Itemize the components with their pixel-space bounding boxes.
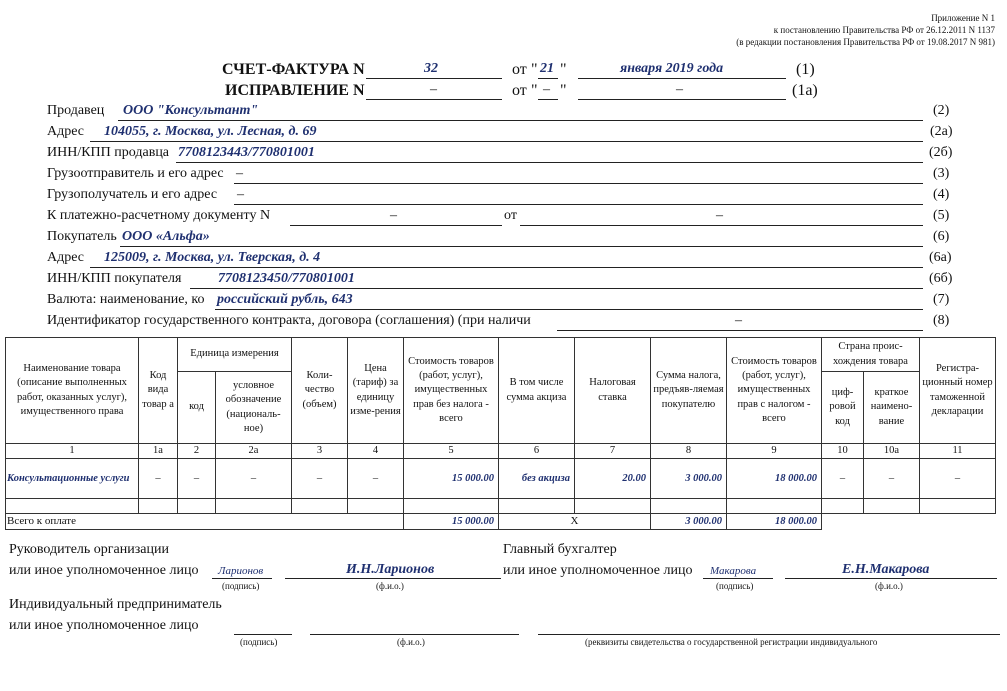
row-unit-symbol: – — [216, 459, 292, 499]
consignor-code: (3) — [933, 166, 950, 181]
row-customs: – — [920, 459, 996, 499]
buyer-address-code: (6а) — [929, 250, 952, 265]
buyer-value: ООО «Альфа» — [122, 229, 210, 244]
correction-month-year: – — [676, 82, 683, 97]
consignor-value: – — [236, 166, 243, 181]
col-number: 10 — [822, 444, 864, 459]
head-name-caption: (ф.и.о.) — [376, 581, 404, 591]
seller-code: (2) — [933, 103, 950, 118]
header-tax-amount: Сумма налога, предъяв-ляемая покупателю — [651, 338, 727, 444]
payment-doc-value: – — [390, 208, 397, 223]
payment-doc-code: (5) — [933, 208, 950, 223]
row-kind-code: – — [139, 459, 178, 499]
invoice-day: 21 — [540, 61, 554, 76]
col-number: 10а — [864, 444, 920, 459]
head-signature: Ларионов — [218, 565, 264, 577]
row-price: – — [348, 459, 404, 499]
buyer-inn-label: ИНН/КПП покупателя — [47, 271, 182, 286]
col-number: 8 — [651, 444, 727, 459]
invoice-day-close-quote: " — [560, 61, 567, 78]
col-number: 11 — [920, 444, 996, 459]
contract-id-code: (8) — [933, 313, 950, 328]
total-cost-with-tax: 18 000.00 — [727, 514, 822, 530]
payment-doc-label: К платежно-расчетному документу N — [47, 208, 271, 223]
head-name: И.Н.Ларионов — [346, 562, 435, 577]
col-number: 1а — [139, 444, 178, 459]
correction-day: – — [543, 82, 550, 97]
seller-address-label: Адрес — [47, 124, 85, 139]
buyer-address-label: Адрес — [47, 250, 85, 265]
seller-value: ООО "Консультант" — [123, 103, 259, 118]
col-number: 5 — [404, 444, 499, 459]
col-number: 6 — [499, 444, 575, 459]
header-name: Наименование товара (описание выполненных работ, оказанных услуг), имущественного права — [6, 338, 139, 444]
buyer-address-value: 125009, г. Москва, ул. Тверская, д. 4 — [104, 250, 321, 265]
seller-inn-code: (2б) — [929, 145, 953, 160]
row-country-code: – — [822, 459, 864, 499]
chief-name: Е.Н.Макарова — [842, 562, 930, 577]
appendix-line-3: (в редакции постановления Правительства РФ от 19.08.2017 N 981) — [736, 37, 995, 47]
col-number: 1 — [6, 444, 139, 459]
head-signature-caption: (подпись) — [222, 581, 260, 591]
header-country-code: циф-ровой код — [822, 372, 864, 444]
invoice-number: 32 — [424, 61, 438, 76]
correction-number: – — [430, 82, 437, 97]
col-number: 2а — [216, 444, 292, 459]
row-excise: без акциза — [499, 459, 575, 499]
header-unit: Единица измерения — [178, 338, 292, 372]
appendix-line-1: Приложение N 1 — [931, 13, 995, 23]
chief-signature: Макарова — [710, 565, 757, 577]
head-title-line2: или иное уполномоченное лицо — [9, 563, 199, 578]
total-excise: Х — [499, 514, 651, 530]
seller-inn-value: 7708123443/770801001 — [178, 145, 315, 160]
header-kind-code: Код вида товар а — [139, 338, 178, 444]
head-title-line1: Руководитель организации — [9, 542, 169, 557]
row-tax-rate: 20.00 — [575, 459, 651, 499]
col-number: 4 — [348, 444, 404, 459]
buyer-label: Покупатель — [47, 229, 117, 244]
total-label: Всего к оплате — [6, 514, 404, 530]
col-number: 3 — [292, 444, 348, 459]
correction-day-open-quote: " — [531, 82, 538, 99]
header-excise: В том числе сумма акциза — [499, 338, 575, 444]
appendix-note — [736, 12, 995, 48]
row-qty: – — [292, 459, 348, 499]
header-unit-code: код — [178, 372, 216, 444]
currency-label: Валюта: наименование, ко — [47, 292, 205, 307]
consignee-value: – — [237, 187, 244, 202]
header-tax-rate: Налоговая ставка — [575, 338, 651, 444]
row-cost-with-tax: 18 000.00 — [727, 459, 822, 499]
invoice-title: СЧЕТ-ФАКТУРА N — [222, 61, 365, 78]
header-cost-with-tax: Стоимость товаров (работ, услуг), имущественных прав с налогом - всего — [727, 338, 822, 444]
contract-id-label: Идентификатор государственного контракта, договора (соглашения) (при наличи — [47, 313, 531, 328]
invoice-day-open-quote: " — [531, 61, 538, 78]
payment-doc-from-value: – — [716, 208, 723, 223]
column-numbers-row — [6, 444, 996, 459]
correction-day-close-quote: " — [560, 82, 567, 99]
empty-row — [6, 499, 996, 514]
ip-requisites-caption: (реквизиты свидетельства о государственной регистрации индивидуального — [585, 637, 878, 647]
contract-id-value: – — [735, 313, 742, 328]
chief-title-line2: или иное уполномоченное лицо — [503, 563, 693, 578]
chief-title-line1: Главный бухгалтер — [503, 542, 617, 557]
total-tax-amount: 3 000.00 — [651, 514, 727, 530]
col-number: 9 — [727, 444, 822, 459]
total-row — [6, 514, 996, 530]
buyer-inn-value: 7708123450/770801001 — [218, 271, 355, 286]
chief-signature-caption: (подпись) — [716, 581, 754, 591]
payment-doc-from-label: от — [504, 208, 517, 223]
header-country-name: краткое наимено-вание — [864, 372, 920, 444]
seller-address-code: (2а) — [930, 124, 953, 139]
invoice-code: (1) — [796, 61, 815, 78]
buyer-inn-code: (6б) — [929, 271, 953, 286]
header-unit-symbol: условное обозначение (националь-ное) — [216, 372, 292, 444]
currency-value: российский рубль, 643 — [217, 292, 353, 307]
ip-title-line2: или иное уполномоченное лицо — [9, 618, 199, 633]
row-unit-code: – — [178, 459, 216, 499]
currency-code: (7) — [933, 292, 950, 307]
col-number: 7 — [575, 444, 651, 459]
row-tax-amount: 3 000.00 — [651, 459, 727, 499]
seller-label: Продавец — [47, 103, 105, 118]
row-country-name: – — [864, 459, 920, 499]
header-country: Страна проис-хождения товара — [822, 338, 920, 372]
ip-title-line1: Индивидуальный предприниматель — [9, 597, 222, 612]
consignor-label: Грузоотправитель и его адрес — [47, 166, 224, 181]
chief-name-caption: (ф.и.о.) — [875, 581, 903, 591]
correction-code: (1а) — [792, 82, 818, 99]
row-cost-no-tax: 15 000.00 — [404, 459, 499, 499]
col-number: 2 — [178, 444, 216, 459]
correction-from-label: от — [512, 82, 527, 99]
correction-title: ИСПРАВЛЕНИЕ N — [225, 82, 365, 99]
seller-inn-label: ИНН/КПП продавца — [47, 145, 170, 160]
invoice-table — [5, 337, 996, 530]
consignee-label: Грузополучатель и его адрес — [47, 187, 218, 202]
appendix-line-2: к постановлению Правительства РФ от 26.12.2011 N 1137 — [773, 25, 995, 35]
header-customs: Регистра-ционный номер таможенной декларации — [920, 338, 996, 444]
header-cost-no-tax: Стоимость товаров (работ, услуг), имущественных прав без налога - всего — [404, 338, 499, 444]
seller-address-value: 104055, г. Москва, ул. Лесная, д. 69 — [104, 124, 317, 139]
buyer-code: (6) — [933, 229, 950, 244]
row-name: Консультационные услуги — [6, 459, 139, 499]
consignee-code: (4) — [933, 187, 950, 202]
table-row — [6, 459, 996, 499]
total-cost-no-tax: 15 000.00 — [404, 514, 499, 530]
ip-name-caption: (ф.и.о.) — [397, 637, 425, 647]
ip-signature-caption: (подпись) — [240, 637, 278, 647]
invoice-from-label: от — [512, 61, 527, 78]
header-qty: Коли-чество (объем) — [292, 338, 348, 444]
header-price: Цена (тариф) за единицу изме-рения — [348, 338, 404, 444]
invoice-month-year: января 2019 года — [620, 61, 724, 76]
